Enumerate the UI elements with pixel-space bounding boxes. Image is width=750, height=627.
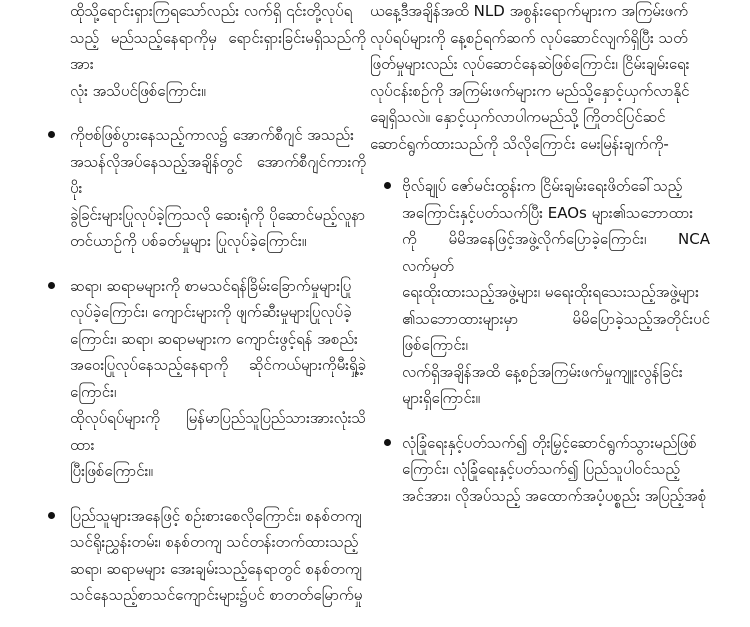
bullet-item	[370, 430, 710, 510]
bullet-text: လုံခြုံရေးနှင့်ပတ်သက်၍ တိုးမြှင့်ဆောင်ရွက်သွားမည်ဖြစ် ကြောင်း၊ လုံခြုံရေးနှင့်ပတ်သက်၍ ပြည်သူပါဝင်သည့် အင်အား၊ လိုအပ်သည့် အထောက်အပံ့ပစ္စည်း အပြည့်အစုံ	[402, 433, 707, 505]
bullet-text: ပြည်သူများအနေဖြင့် စဉ်းစားစေလိုကြောင်း၊ စနစ်တကျ သင်ရိုးညွှန်းတမ်း၊ စနစ်တကျ သင်တန်းတက်ထားသည့် ဆရာ၊ ဆရာမများ အေးချမ်းသည့်နေရာတွင် စနစ်တကျ သင်နေသည့်စာသင်ကျောင်းများ၌ပင် စာတတ်မြောက်မှု	[70, 506, 363, 604]
bullet-item	[48, 503, 366, 609]
bullet-dot-icon	[384, 439, 391, 446]
bullet-dot-icon	[48, 282, 55, 289]
bullet-dot-icon	[48, 512, 55, 519]
intro-paragraph: ယနေ့ဒီအချိန်အထိ NLD အစွန်းရောက်များက အကြမ်းဖက် လုပ်ရပ်များကို နေ့စဉ်ရက်ဆက် လုပ်ဆောင်လျက်ရှိပြီး သတ် ဖြတ်မှုများလည်း လုပ်ဆောင်နေဆဲဖြစ်ကြောင်း၊ ငြိမ်းချမ်းရေး လုပ်ငန်းစဉ်ကို အကြမ်းဖက်များက မည်သို့နှောင့်ယှက်လာနိုင် ချေရှိသလဲ။ နှောင့်ယှက်လာပါကမည်သို့ ကြိုတင်ပြင်ဆင် ဆောင်ရွက်ထားသည်ကို သိလိုကြောင်း မေးမြန်းချက်ကို-	[370, 2, 690, 153]
bullet-text: ကိုဗစ်ဖြစ်ပွားနေသည့်ကာလ၌ အောက်စီဂျင် အသည်း အသန်လိုအပ်နေသည့်အချိန်တွင် အောက်စီဂျင်ကားကိုပိုး ခွဲခြင်းများပြုလုပ်ခဲ့ကြသလို ဆေးရုံကို ပိုဆောင်မည့်လူနာ တင်ယာဉ်ကို ပစ်ခတ်မှုများ ပြုလုပ်ခဲ့ကြောင်း။	[70, 126, 366, 250]
bullet-item	[370, 173, 710, 412]
bullet-item	[48, 122, 366, 255]
bullet-dot-icon	[384, 182, 391, 189]
bullet-dot-icon	[48, 131, 55, 138]
bullet-text: ဗိုလ်ချုပ် ဇော်မင်းထွန်းက ငြိမ်းချမ်းရေးဖိတ်ခေါ်သည့် အကြောင်းနှင့်ပတ်သက်ပြီး EAOs များ၏သဘောထား ကို မိမိအနေဖြင့်အဖွဲ့လိုက်ပြောခဲ့ကြောင်း၊ NCA လက်မှတ် ရေးထိုးထားသည့်အဖွဲ့များ၊ မရေးထိုးရသေးသည့်အဖွဲ့များ ၏သဘောထားများမှာ မိမိပြောခဲ့သည့်အတိုင်းပင်ဖြစ်ကြောင်း၊ လက်ရှိအချိန်အထိ နေ့စဉ်အကြမ်းဖက်မှုကျူးလွန်ခြင်း များရှိကြောင်း။	[402, 177, 710, 407]
continued-paragraph: ထိုသို့ရောင်းရှားကြရသော်လည်း လက်ရှိ ၎င်းတို့လုပ်ရ သည့် မည်သည့်နေရာကိုမှ ရောင်းရှားခြင်းမရှိသည်ကို အား လုံး အသိပင်ဖြစ်ကြောင်း။	[70, 2, 366, 100]
left-column	[48, 0, 366, 627]
bullet-item	[48, 273, 366, 485]
bullet-text: ဆရာ၊ ဆရာမများကို စာမသင်ရန်ခြိမ်းခြောက်မှုများပြု လုပ်ခဲ့ကြောင်း၊ ကျောင်းများကို ဖျက်ဆီးမှုများပြုလုပ်ခဲ့ ကြောင်း၊ ဆရာ၊ ဆရာမများက ကျောင်းဖွင့်ရန် အစည်း အဝေးပြုလုပ်နေသည့်နေရာကို ဆိုင်ကယ်များကိုမီးရှို့ခဲ့ကြောင်း၊ ထိုလုပ်ရပ်များကို မြန်မာပြည်သူပြည်သားအားလုံးသိထား ပြီးဖြစ်ကြောင်း။	[70, 276, 366, 480]
right-column	[370, 0, 710, 527]
